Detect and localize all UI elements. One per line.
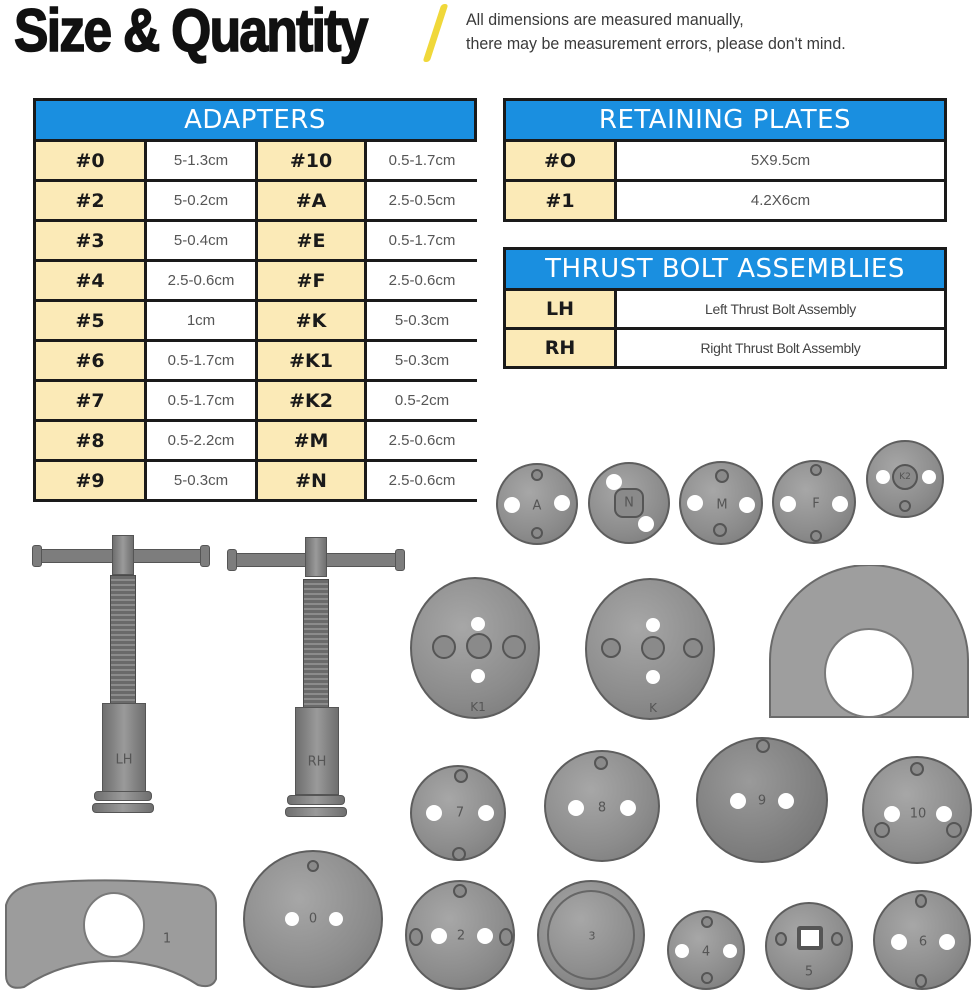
adapter-disc-m — [679, 461, 763, 545]
adapters-grid — [36, 139, 474, 499]
disc-stamp: 10 — [909, 806, 927, 822]
adapter-disc-k — [585, 578, 715, 720]
adapter-disc-0 — [243, 850, 383, 988]
disc-stamp: 5 — [804, 964, 814, 980]
note-line-2: there may be measurement errors, please don't mind. — [466, 34, 846, 53]
disc-stamp: 4 — [701, 944, 711, 960]
adapter-key: #A — [258, 182, 364, 219]
adapter-disc-f — [772, 460, 856, 544]
adapter-size: 5-0.4cm — [147, 222, 255, 259]
thrust-bolt-rh — [225, 537, 410, 817]
adapter-key: #5 — [36, 302, 144, 339]
adapter-disc-3 — [537, 880, 645, 990]
disc-stamp: 9 — [757, 793, 767, 809]
retaining-plates-title: RETAINING PLATES — [506, 101, 944, 139]
plate-stamp: 1 — [162, 931, 172, 947]
thrust-bolt-lh — [30, 535, 215, 815]
adapter-key: #4 — [36, 262, 144, 299]
plate-key: #1 — [506, 182, 614, 219]
adapter-size: 2.5-0.6cm — [367, 462, 477, 499]
adapter-key: #N — [258, 462, 364, 499]
bolt-description: Right Thrust Bolt Assembly — [617, 330, 944, 366]
adapter-key: #M — [258, 422, 364, 459]
disc-stamp: 2 — [456, 928, 466, 944]
adapter-disc-9 — [696, 737, 828, 863]
disc-stamp: 6 — [918, 934, 928, 950]
disc-stamp: 0 — [308, 911, 318, 927]
page-header — [0, 0, 975, 70]
bolt-stamp: LH — [115, 752, 133, 768]
adapter-disc-n — [588, 462, 670, 544]
measurement-note — [466, 8, 846, 56]
adapter-size: 2.5-0.6cm — [367, 422, 477, 459]
thrust-bolt-grid — [506, 288, 944, 366]
bolt-key: RH — [506, 330, 614, 366]
adapter-size: 0.5-1.7cm — [147, 382, 255, 419]
adapter-size: 0.5-2cm — [367, 382, 477, 419]
adapter-key: #3 — [36, 222, 144, 259]
adapter-size: 5-0.3cm — [367, 302, 477, 339]
thrust-bolt-table — [503, 247, 947, 369]
adapter-disc-6 — [873, 890, 971, 990]
adapter-size: 5-0.3cm — [367, 342, 477, 379]
adapter-disc-a — [496, 463, 578, 545]
adapter-disc-7 — [410, 765, 506, 861]
disc-stamp: F — [812, 496, 820, 512]
adapter-size: 5-0.3cm — [147, 462, 255, 499]
adapter-size: 5-1.3cm — [147, 142, 255, 179]
disc-stamp: K2 — [899, 472, 911, 482]
adapter-disc-2 — [405, 880, 515, 990]
adapter-key: #10 — [258, 142, 364, 179]
page-title: Size & Quantity — [14, 0, 367, 64]
adapter-size: 0.5-1.7cm — [147, 342, 255, 379]
thrust-bolt-title: THRUST BOLT ASSEMBLIES — [506, 250, 944, 288]
adapters-table — [33, 98, 477, 502]
adapter-disc-k2 — [866, 440, 944, 518]
disc-stamp: M — [716, 497, 728, 513]
adapter-key: #0 — [36, 142, 144, 179]
retaining-plate-o — [766, 565, 972, 722]
accent-slash — [423, 4, 449, 62]
bolt-description: Left Thrust Bolt Assembly — [617, 291, 944, 327]
adapter-size: 0.5-1.7cm — [367, 142, 477, 179]
adapter-disc-8 — [544, 750, 660, 862]
adapter-key: #6 — [36, 342, 144, 379]
adapter-size: 2.5-0.5cm — [367, 182, 477, 219]
plate-size: 5X9.5cm — [617, 142, 944, 179]
adapter-key: #K2 — [258, 382, 364, 419]
adapter-size: 2.5-0.6cm — [147, 262, 255, 299]
adapter-disc-k1 — [410, 577, 540, 719]
retaining-plate-1 — [2, 875, 220, 990]
adapter-key: #2 — [36, 182, 144, 219]
plate-key: #O — [506, 142, 614, 179]
adapter-size: 0.5-1.7cm — [367, 222, 477, 259]
plate-size: 4.2X6cm — [617, 182, 944, 219]
disc-stamp: A — [532, 498, 542, 514]
adapter-disc-4 — [667, 910, 745, 990]
disc-stamp: K1 — [470, 700, 486, 714]
adapter-disc-10 — [862, 756, 972, 864]
retaining-plates-table — [503, 98, 947, 222]
adapter-disc-5 — [765, 902, 853, 990]
adapter-key: #K1 — [258, 342, 364, 379]
bolt-key: LH — [506, 291, 614, 327]
note-line-1: All dimensions are measured manually, — [466, 10, 744, 29]
adapter-size: 5-0.2cm — [147, 182, 255, 219]
adapter-key: #K — [258, 302, 364, 339]
disc-stamp: 7 — [455, 805, 465, 821]
disc-stamp: 3 — [588, 929, 596, 943]
adapter-key: #9 — [36, 462, 144, 499]
disc-stamp: N — [624, 495, 634, 511]
adapter-key: #7 — [36, 382, 144, 419]
disc-stamp: K — [649, 701, 657, 715]
adapter-key: #8 — [36, 422, 144, 459]
adapter-size: 2.5-0.6cm — [367, 262, 477, 299]
adapter-key: #F — [258, 262, 364, 299]
adapter-size: 0.5-2.2cm — [147, 422, 255, 459]
adapter-size: 1cm — [147, 302, 255, 339]
retaining-plates-grid — [506, 139, 944, 219]
adapter-key: #E — [258, 222, 364, 259]
disc-stamp: 8 — [597, 800, 607, 816]
bolt-stamp: RH — [307, 754, 327, 770]
adapters-table-title: ADAPTERS — [36, 101, 474, 139]
